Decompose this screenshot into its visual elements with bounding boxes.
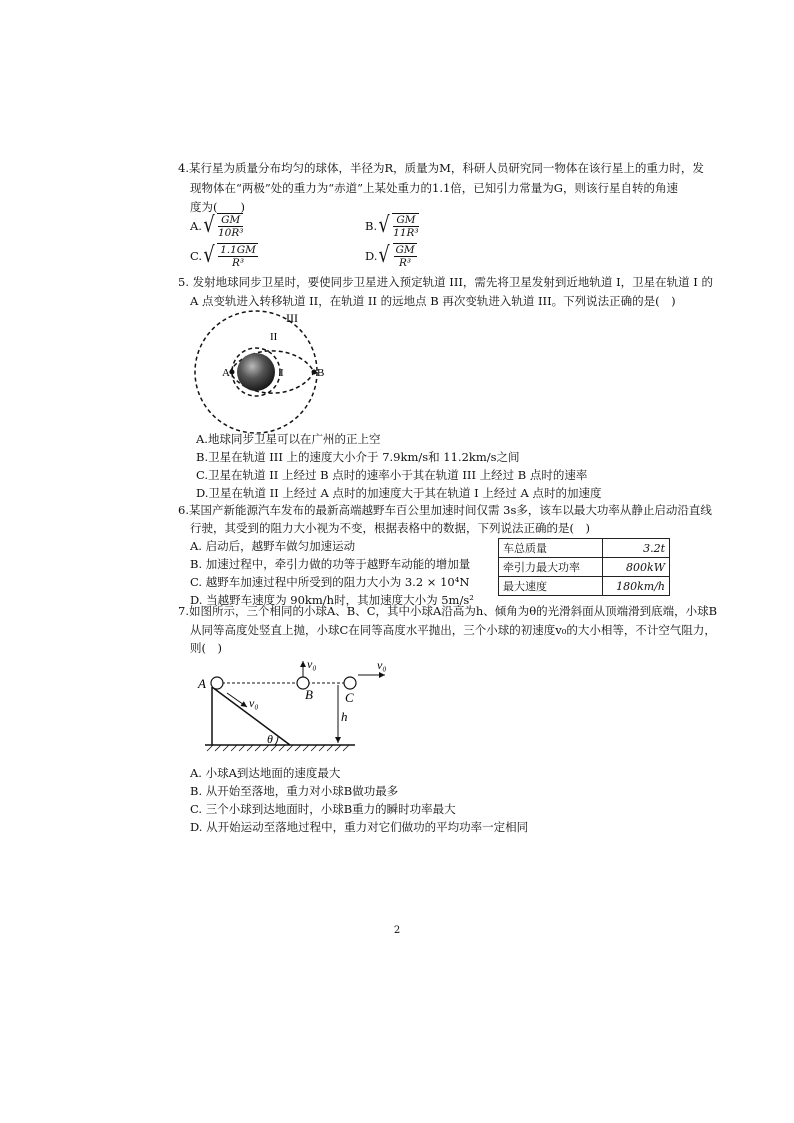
fraction-numerator: 1.1GM — [220, 244, 256, 256]
q7-stem-line3: 则( ) — [190, 641, 222, 655]
sqrt-icon: √ — [203, 213, 215, 238]
sqrt-icon: √ — [203, 243, 215, 268]
q4-option-d — [365, 243, 417, 269]
table-cell-label: 最大速度 — [499, 577, 603, 596]
q4-stem-line2: 现物体在“两极”处的重力为“赤道”上某处重力的1.1倍，已知引力常量为G，则该行星自转的角速 — [190, 181, 678, 195]
q7-option-b: B. 从开始至落地，重力对小球B做功最多 — [190, 784, 399, 798]
q6-stem-line2: 行驶，其受到的阻力大小视为不变，根据表格中的数据，下列说法正确的是( ) — [190, 521, 590, 535]
orbit-iii-label: III — [286, 311, 298, 325]
orbit-ii-label: II — [270, 331, 278, 343]
q4-option-letter: B. — [365, 219, 378, 233]
label-v0-up: v₀ — [307, 657, 317, 671]
label-v0-slope: v₀ — [249, 696, 259, 710]
q5-option-b: B.卫星在轨道 III 上的速度大小介于 7.9km/s和 11.2km/s之间 — [196, 450, 520, 464]
incline-diagram — [195, 655, 410, 755]
fraction-denominator: 11R³ — [393, 227, 419, 239]
q7-option-c: C. 三个小球到达地面时，小球B重力的瞬时功率最大 — [190, 802, 456, 816]
label-b: B — [305, 687, 313, 702]
table-cell-value: 180km/h — [603, 577, 670, 596]
vehicle-spec-table — [498, 538, 670, 596]
table-cell-label: 牵引力最大功率 — [499, 558, 603, 577]
ball-c — [344, 677, 356, 689]
q5-option-c: C.卫星在轨道 II 上经过 B 点时的速率小于其在轨道 III 上经过 B 点时的速率 — [196, 468, 588, 482]
q7-stem-line2: 从同等高度处竖直上抛，小球C在同等高度水平抛出，三个小球的初速度v₀的大小相等，不计空气阻力， — [190, 623, 716, 637]
point-b-label: B — [317, 367, 325, 379]
page-number: 2 — [393, 925, 401, 936]
label-theta: θ — [267, 732, 273, 746]
q4-stem-line3: 度为( ) — [190, 200, 245, 214]
fraction-numerator: GM — [218, 214, 243, 227]
fraction-numerator: GM — [395, 244, 415, 256]
label-c: C — [345, 690, 354, 705]
point-b-marker — [312, 370, 317, 375]
q5-stem-line2: A 点变轨进入转移轨道 II，在轨道 II 的远地点 B 再次变轨进入轨道 III。下列说法正确的是( ) — [190, 294, 676, 308]
q6-option-a: A. 启动后，越野车做匀加速运动 — [190, 539, 356, 553]
q6-stem-line1: 6.某国产新能源汽车发布的最新高端越野车百公里加速时间仅需 3s多，该车以最大功率从静止启动沿直线 — [178, 503, 712, 517]
fraction-numerator: GM — [393, 214, 418, 227]
table-cell-value: 3.2t — [603, 539, 670, 558]
sqrt-icon: √ — [378, 243, 391, 268]
point-a-marker — [230, 370, 235, 375]
q6-option-b: B. 加速过程中，牵引力做的功等于越野车动能的增加量 — [190, 557, 471, 571]
q5-option-d: D.卫星在轨道 II 上经过 A 点时的加速度大于其在轨道 I 上经过 A 点时的加速度 — [196, 486, 602, 500]
table-cell-value: 800kW — [603, 558, 670, 577]
ball-a — [211, 677, 223, 689]
q6-option-c: C. 越野车加速过程中所受到的阻力大小为 3.2 × 10⁴N — [190, 575, 470, 589]
fraction-denominator: R³ — [231, 257, 245, 269]
q7-option-d: D. 从开始运动至落地过程中，重力对它们做功的平均功率一定相同 — [190, 820, 529, 834]
q4-option-c — [190, 243, 258, 269]
q4-option-letter: C. — [190, 249, 203, 263]
orbit-diagram — [190, 310, 330, 435]
table-row — [499, 558, 670, 577]
fraction-denominator: R³ — [399, 257, 412, 269]
q4-stem-line1: 4.某行星为质量分布均匀的球体，半径为R，质量为M，科研人员研究同一物体在该行星上的重力时，发 — [178, 161, 704, 175]
q7-stem-line1: 7.如图所示，三个相同的小球A、B、C，其中小球A沿高为h、倾角为θ的光滑斜面从顶端滑到底端，小球B — [178, 604, 718, 618]
earth-icon — [237, 353, 275, 391]
table-cell-label: 车总质量 — [499, 539, 603, 558]
theta-arc — [275, 736, 278, 745]
q4-option-letter: D. — [365, 249, 378, 263]
label-h: h — [341, 709, 348, 724]
q7-option-a: A. 小球A到达地面的速度最大 — [190, 766, 341, 780]
label-a: A — [198, 676, 206, 691]
table-row — [499, 577, 670, 596]
point-a-label: A — [222, 367, 230, 379]
orbit-i-label: I — [280, 367, 284, 379]
label-v0-right: v₀ — [377, 658, 387, 672]
sqrt-icon: √ — [378, 213, 390, 238]
fraction-denominator: 10R³ — [218, 227, 244, 239]
q4-option-b — [365, 213, 419, 239]
q4-option-letter: A. — [190, 219, 202, 233]
table-row — [499, 539, 670, 558]
ground-hatching — [207, 745, 349, 751]
q5-stem-line1: 5. 发射地球同步卫星时，要使同步卫星进入预定轨道 III，需先将卫星发射到近地轨道 I，卫星在轨道 I 的 — [178, 275, 713, 289]
q6-option-d: D. 当越野车速度为 90km/h时，其加速度大小为 5m/s² — [190, 593, 474, 607]
q4-option-a — [190, 213, 243, 239]
q5-option-a: A.地球同步卫星可以在广州的正上空 — [196, 432, 381, 446]
